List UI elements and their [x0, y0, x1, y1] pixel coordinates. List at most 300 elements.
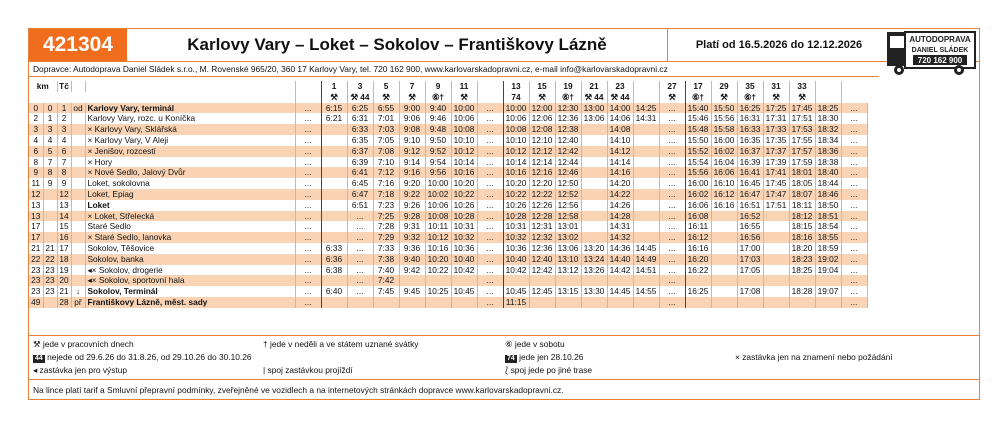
departure-time: 10:32	[503, 232, 529, 243]
departure-time: 14:08	[607, 124, 633, 135]
departure-time	[321, 232, 347, 243]
departure-time: 12:42	[555, 146, 581, 157]
departure-time: 15:54	[685, 157, 711, 168]
stop-km-a: 23	[29, 275, 43, 286]
departure-time: 15:46	[685, 113, 711, 124]
departure-time: 7:08	[373, 146, 399, 157]
departure-time	[763, 254, 789, 265]
departure-time: 10:28	[451, 211, 477, 222]
stop-km-a: 49	[29, 297, 43, 308]
departure-time	[815, 275, 841, 286]
departure-time	[711, 297, 737, 308]
departure-time: 10:14	[503, 157, 529, 168]
departure-time: ...	[295, 113, 321, 124]
departure-time	[321, 135, 347, 146]
stop-km-b	[43, 297, 57, 308]
departure-time: 10:00	[425, 178, 451, 189]
departure-time	[763, 286, 789, 297]
stop-tc: 12	[57, 189, 71, 200]
stop-km-b: 0	[43, 103, 57, 114]
departure-time: ...	[295, 167, 321, 178]
departure-time: 6:37	[347, 146, 373, 157]
trip-number: 11	[451, 81, 477, 92]
km-header: km	[29, 81, 57, 92]
departure-time: 18:25	[815, 103, 841, 114]
timetable-grid	[29, 81, 893, 308]
departure-time: ...	[477, 232, 503, 243]
departure-time: 16:00	[711, 135, 737, 146]
departure-time: ...	[841, 189, 867, 200]
departure-time: ...	[659, 124, 685, 135]
departure-time: ...	[841, 254, 867, 265]
departure-time: ...	[477, 103, 503, 114]
departure-time: 14:00	[607, 103, 633, 114]
departure-time: 9:12	[399, 146, 425, 157]
trip-number	[295, 81, 321, 92]
stop-symbol	[71, 265, 85, 276]
departure-time: 10:40	[503, 254, 529, 265]
stop-km-b: 21	[43, 243, 57, 254]
trip-flags	[633, 92, 659, 103]
stop-symbol	[71, 146, 85, 157]
departure-time: 14:06	[607, 113, 633, 124]
departure-time: 14:14	[607, 157, 633, 168]
departure-time: 12:52	[555, 189, 581, 200]
departure-time: 10:14	[451, 157, 477, 168]
departure-time: 10:12	[451, 146, 477, 157]
logo-text-top: AUTODOPRAVA	[909, 35, 971, 44]
departure-time	[321, 146, 347, 157]
departure-time	[763, 232, 789, 243]
departure-time: ...	[841, 265, 867, 276]
departure-time: 9:50	[425, 135, 451, 146]
validity-period: Platí od 16.5.2026 do 12.12.2026	[695, 39, 863, 51]
stop-km-a: 4	[29, 135, 43, 146]
departure-time: 12:06	[529, 113, 555, 124]
departure-time: 15:40	[685, 103, 711, 114]
departure-time: 10:12	[503, 146, 529, 157]
departure-time	[763, 297, 789, 308]
departure-time: 15:56	[685, 167, 711, 178]
departure-time	[711, 254, 737, 265]
departure-time	[633, 189, 659, 200]
departure-time: 18:40	[815, 167, 841, 178]
departure-time: 12:26	[529, 200, 555, 211]
trip-flags: ⑥†	[555, 92, 581, 103]
departure-time: 16:11	[685, 221, 711, 232]
stop-tc: 6	[57, 146, 71, 157]
departure-time: 9:10	[399, 135, 425, 146]
departure-time: 18:01	[789, 167, 815, 178]
departure-time	[581, 167, 607, 178]
departure-time: 13:06	[555, 243, 581, 254]
trip-flags: ⚒	[789, 92, 815, 103]
stop-tc: 18	[57, 254, 71, 265]
departure-time: 14:26	[607, 200, 633, 211]
departure-time: ...	[295, 135, 321, 146]
departure-time	[633, 200, 659, 211]
departure-time: 13:01	[555, 221, 581, 232]
departure-time: 14:20	[607, 178, 633, 189]
stop-name: Sokolov, banka	[85, 254, 295, 265]
stop-tc: 20	[57, 275, 71, 286]
departure-time: 12:00	[529, 103, 555, 114]
departure-time: 9:08	[399, 124, 425, 135]
departure-time: ...	[659, 275, 685, 286]
departure-time: 15:56	[711, 113, 737, 124]
departure-time: 9:20	[399, 178, 425, 189]
departure-time: 17:51	[763, 200, 789, 211]
stop-symbol	[71, 167, 85, 178]
departure-time: 10:06	[503, 113, 529, 124]
departure-time: 12:56	[555, 200, 581, 211]
departure-time: ...	[659, 103, 685, 114]
departure-time: 10:22	[451, 189, 477, 200]
departure-time: 16:02	[711, 146, 737, 157]
stop-name: Loket, sokolovna	[85, 178, 295, 189]
departure-time	[529, 297, 555, 308]
departure-time	[347, 297, 373, 308]
departure-time	[711, 275, 737, 286]
trip-flags: ⑥†	[737, 92, 763, 103]
stop-km-b: 7	[43, 157, 57, 168]
departure-time	[503, 275, 529, 286]
departure-time: 16:25	[685, 286, 711, 297]
stop-row	[29, 200, 893, 211]
departure-time: 16:56	[737, 232, 763, 243]
departure-time: 16:04	[711, 157, 737, 168]
departure-time: ...	[347, 221, 373, 232]
departure-time: 12:40	[529, 254, 555, 265]
departure-time: 18:07	[789, 189, 815, 200]
stop-row	[29, 103, 893, 114]
departure-time: 16:20	[685, 254, 711, 265]
departure-time: 18:55	[815, 232, 841, 243]
stop-km-a: 23	[29, 286, 43, 297]
stop-tc: 15	[57, 221, 71, 232]
stop-km-b: 8	[43, 167, 57, 178]
stop-tc: 14	[57, 211, 71, 222]
departure-time: 10:12	[425, 232, 451, 243]
departure-time: 16:06	[685, 200, 711, 211]
departure-time: 18:54	[815, 221, 841, 232]
stop-km-a: 0	[29, 103, 43, 114]
departure-time: ...	[477, 211, 503, 222]
departure-time: 16:25	[737, 103, 763, 114]
departure-time: 12:38	[555, 124, 581, 135]
departure-time: 10:26	[503, 200, 529, 211]
departure-time: ...	[295, 221, 321, 232]
departure-time: 6:51	[347, 200, 373, 211]
departure-time: 9:40	[399, 254, 425, 265]
departure-time: ...	[659, 286, 685, 297]
departure-time	[815, 297, 841, 308]
departure-time: ...	[477, 275, 503, 286]
stop-symbol: od	[71, 103, 85, 114]
departure-time	[633, 157, 659, 168]
departure-time: ...	[841, 167, 867, 178]
stop-km-a: 9	[29, 167, 43, 178]
stop-row	[29, 124, 893, 135]
departure-time	[425, 297, 451, 308]
stop-tc: 7	[57, 157, 71, 168]
departure-time: 18:28	[789, 286, 815, 297]
departure-time	[581, 200, 607, 211]
departure-time: ...	[477, 146, 503, 157]
departure-time: 12:20	[529, 178, 555, 189]
stop-symbol	[71, 221, 85, 232]
departure-time: 6:21	[321, 113, 347, 124]
stop-symbol	[71, 211, 85, 222]
departure-time: ...	[659, 189, 685, 200]
departure-time: 7:45	[373, 286, 399, 297]
departure-time: ...	[477, 286, 503, 297]
departure-time: 14:31	[633, 113, 659, 124]
departure-time: 16:16	[711, 200, 737, 211]
stop-km-a: 12	[29, 189, 43, 200]
stop-name: × Loket, Střelecká	[85, 211, 295, 222]
stop-tc: 2	[57, 113, 71, 124]
trip-number: 5	[373, 81, 399, 92]
departure-time: 16:39	[737, 157, 763, 168]
departure-time: 9:28	[399, 211, 425, 222]
departure-time: ...	[841, 275, 867, 286]
departure-time: 18:20	[789, 243, 815, 254]
departure-time: 17:39	[763, 157, 789, 168]
departure-time: 10:08	[451, 124, 477, 135]
departure-time: 14:51	[633, 265, 659, 276]
departure-time: 7:18	[373, 189, 399, 200]
departure-time	[581, 189, 607, 200]
stop-symbol	[71, 254, 85, 265]
trip-number: 7	[399, 81, 425, 92]
departure-time: ...	[477, 167, 503, 178]
stop-name: × Hory	[85, 157, 295, 168]
departure-time: 7:40	[373, 265, 399, 276]
departure-time	[633, 211, 659, 222]
trip-flags: ⚒	[763, 92, 789, 103]
departure-time: 13:12	[555, 265, 581, 276]
departure-time: 12:58	[555, 211, 581, 222]
departure-time: ...	[659, 167, 685, 178]
bus-logo-icon	[885, 30, 977, 78]
departure-time: 13:10	[555, 254, 581, 265]
stop-km-a: 21	[29, 243, 43, 254]
departure-time	[581, 178, 607, 189]
departure-time: ...	[347, 211, 373, 222]
trip-number: 31	[763, 81, 789, 92]
departure-time: 10:42	[451, 265, 477, 276]
flags-blank	[29, 92, 295, 103]
departure-time: ...	[295, 124, 321, 135]
departure-time: 10:06	[425, 200, 451, 211]
trip-flags: ⚒	[529, 92, 555, 103]
stop-symbol	[71, 200, 85, 211]
departure-time: 14:49	[633, 254, 659, 265]
departure-time	[425, 275, 451, 286]
departure-time: ...	[295, 232, 321, 243]
departure-time: 14:55	[633, 286, 659, 297]
departure-time: 10:45	[503, 286, 529, 297]
departure-time: 14:45	[607, 286, 633, 297]
departure-time: 17:35	[763, 135, 789, 146]
stop-name: ◂× Sokolov, sportovní hala	[85, 275, 295, 286]
stop-tc: 4	[57, 135, 71, 146]
departure-time: 6:45	[347, 178, 373, 189]
departure-time: 9:16	[399, 167, 425, 178]
departure-time	[633, 124, 659, 135]
departure-time	[321, 124, 347, 135]
stop-km-b	[43, 211, 57, 222]
stop-name: Františkovy Lázně, měst. sady	[85, 297, 295, 308]
departure-time	[581, 124, 607, 135]
departure-time	[633, 297, 659, 308]
stop-km-b: 3	[43, 124, 57, 135]
departure-time: 7:16	[373, 178, 399, 189]
departure-time: 7:10	[373, 157, 399, 168]
departure-time: ...	[295, 297, 321, 308]
departure-time: 12:42	[529, 265, 555, 276]
stop-symbol	[71, 189, 85, 200]
departure-time: ...	[841, 243, 867, 254]
departure-time: 14:25	[633, 103, 659, 114]
departure-time: ...	[347, 265, 373, 276]
stop-tc: 21	[57, 286, 71, 297]
stop-row	[29, 232, 893, 243]
departure-time: 14:12	[607, 146, 633, 157]
departure-time: ...	[841, 135, 867, 146]
departure-time: 10:20	[503, 178, 529, 189]
stop-km-b: 23	[43, 286, 57, 297]
departure-time	[321, 221, 347, 232]
departure-time: 13:15	[555, 286, 581, 297]
departure-time: ...	[841, 178, 867, 189]
trip-number: 29	[711, 81, 737, 92]
trip-flags: ⚒ 44	[581, 92, 607, 103]
stop-name: × Jenišov, rozcestí	[85, 146, 295, 157]
legend-passes: | spoj zastávkou projíždí	[263, 365, 353, 375]
departure-time: 15:48	[685, 124, 711, 135]
trip-flags: ⚒	[399, 92, 425, 103]
departure-time: 6:47	[347, 189, 373, 200]
trip-flags	[815, 92, 841, 103]
trip-flags: ⚒	[321, 92, 347, 103]
departure-time: ...	[477, 297, 503, 308]
departure-time: 12:46	[555, 167, 581, 178]
departure-time: ...	[347, 286, 373, 297]
trip-flags: ⚒	[659, 92, 685, 103]
departure-time: ...	[477, 221, 503, 232]
legend-code44	[33, 352, 252, 363]
departure-time: 9:26	[399, 200, 425, 211]
departure-time: ...	[295, 211, 321, 222]
departure-time: ...	[659, 221, 685, 232]
departure-time: 6:15	[321, 103, 347, 114]
departure-time: 10:00	[451, 103, 477, 114]
departure-time: 14:40	[607, 254, 633, 265]
departure-time	[581, 135, 607, 146]
departure-time: ...	[841, 286, 867, 297]
departure-time	[763, 243, 789, 254]
trip-number	[633, 81, 659, 92]
stop-tc: 1	[57, 103, 71, 114]
departure-time	[607, 275, 633, 286]
departure-time: ...	[477, 200, 503, 211]
departure-time: 14:28	[607, 211, 633, 222]
legend-saturday: ⑥ jede v sobotu	[505, 339, 565, 349]
stop-tc: 3	[57, 124, 71, 135]
code74-text: jede jen 28.10.26	[519, 352, 584, 362]
departure-time: 10:10	[451, 135, 477, 146]
departure-time: 9:54	[425, 157, 451, 168]
departure-time: 14:32	[607, 232, 633, 243]
departure-time	[321, 167, 347, 178]
stop-tc: 9	[57, 178, 71, 189]
stop-km-b: 4	[43, 135, 57, 146]
departure-time: 16:37	[737, 146, 763, 157]
departure-time: 10:28	[503, 211, 529, 222]
departure-time: 10:08	[425, 211, 451, 222]
departure-time: 10:42	[503, 265, 529, 276]
departure-time: ...	[477, 135, 503, 146]
stop-symbol	[71, 178, 85, 189]
departure-time: 13:30	[581, 286, 607, 297]
departure-time: 17:51	[789, 113, 815, 124]
stop-symbol	[71, 113, 85, 124]
departure-time	[581, 232, 607, 243]
departure-time: ...	[477, 124, 503, 135]
departure-time: 10:22	[503, 189, 529, 200]
legend-sundays: † jede v neděli a ve státem uznané svátky	[263, 339, 419, 349]
departure-time: 19:02	[815, 254, 841, 265]
departure-time: 17:31	[763, 113, 789, 124]
stop-name: Karlovy Vary, terminál	[85, 103, 295, 114]
stop-name: Staré Sedlo	[85, 221, 295, 232]
departure-time	[711, 211, 737, 222]
stop-km-b: 1	[43, 113, 57, 124]
stop-name: Sokolov, Terminál	[85, 286, 295, 297]
departure-time: ...	[659, 157, 685, 168]
legend-exit-only: ◂ zastávka jen pro výstup	[33, 365, 128, 375]
stop-row	[29, 146, 893, 157]
stop-name: Loket	[85, 200, 295, 211]
departure-time	[789, 297, 815, 308]
departure-time: 18:46	[815, 189, 841, 200]
departure-time: 16:51	[737, 200, 763, 211]
departure-time: 17:08	[737, 286, 763, 297]
departure-time: ...	[295, 265, 321, 276]
trip-flags	[295, 92, 321, 103]
departure-time: 17:55	[789, 135, 815, 146]
stop-row	[29, 265, 893, 276]
stop-name: ◂× Sokolov, drogerie	[85, 265, 295, 276]
departure-time	[581, 275, 607, 286]
departure-time: ...	[659, 243, 685, 254]
departure-time: 6:40	[321, 286, 347, 297]
departure-time: 7:38	[373, 254, 399, 265]
departure-time: 12:40	[555, 135, 581, 146]
departure-time: ...	[841, 103, 867, 114]
departure-time: ...	[659, 232, 685, 243]
departure-time: 13:00	[581, 103, 607, 114]
departure-time: 18:34	[815, 135, 841, 146]
departure-time: 18:50	[815, 200, 841, 211]
header-row-flags	[29, 92, 893, 103]
departure-time: 18:11	[789, 200, 815, 211]
stop-row	[29, 178, 893, 189]
stop-tc: 17	[57, 243, 71, 254]
departure-time: ...	[295, 275, 321, 286]
